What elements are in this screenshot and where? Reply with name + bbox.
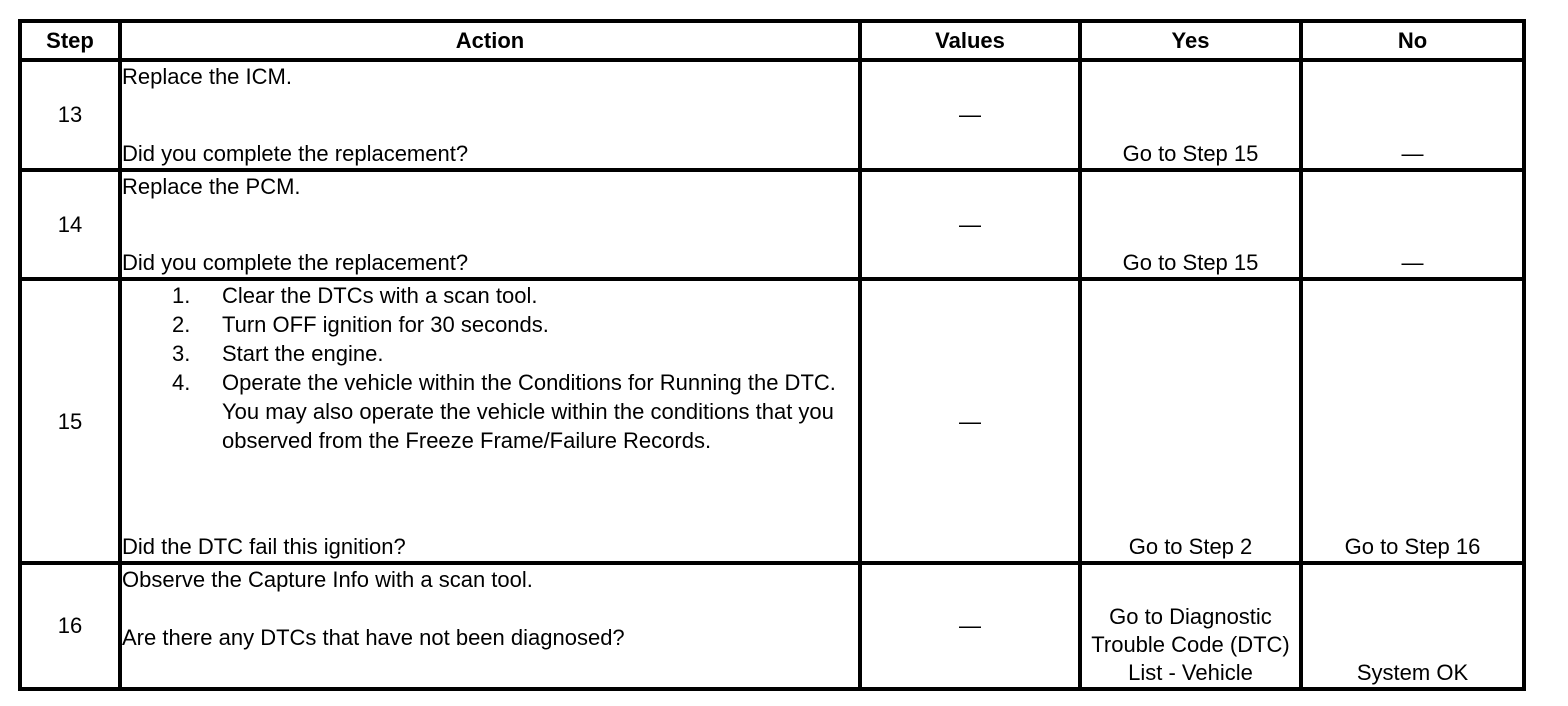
values-cell: —	[860, 60, 1080, 170]
action-text: Observe the Capture Info with a scan tool.	[122, 566, 533, 592]
values-cell: —	[860, 563, 1080, 689]
step-number: 16	[20, 563, 120, 689]
no-cell: Go to Step 16	[1301, 279, 1524, 563]
table-row	[20, 60, 1524, 170]
table-row	[20, 563, 1524, 689]
substep-number: 4.	[172, 370, 191, 396]
table-row	[20, 279, 1524, 563]
header-step: Step	[20, 21, 120, 60]
action-cell	[120, 563, 860, 689]
values-cell: —	[860, 279, 1080, 563]
diagnostic-table	[18, 19, 1526, 691]
action-text: Replace the PCM.	[122, 173, 301, 199]
header-action: Action	[120, 21, 860, 60]
header-values: Values	[860, 21, 1080, 60]
action-question: Did the DTC fail this ignition?	[122, 533, 406, 559]
action-cell	[120, 279, 860, 563]
list-item	[122, 339, 858, 368]
substep-text: Start the engine.	[222, 341, 384, 367]
header-row	[20, 21, 1524, 60]
substep-list	[122, 281, 858, 455]
action-question: Did you complete the replacement?	[122, 140, 469, 166]
action-question: Did you complete the replacement?	[122, 250, 469, 276]
list-item	[122, 310, 858, 339]
substep-text: Clear the DTCs with a scan tool.	[222, 283, 538, 309]
step-number: 14	[20, 170, 120, 280]
values-cell: —	[860, 170, 1080, 280]
list-item	[122, 281, 858, 310]
yes-cell: Go to Step 2	[1080, 279, 1301, 563]
substep-number: 2.	[172, 312, 191, 338]
action-text: Replace the ICM.	[122, 64, 292, 89]
yes-cell: Go to Diagnostic Trouble Code (DTC) List - Vehicle	[1080, 563, 1301, 689]
no-cell: —	[1301, 170, 1524, 280]
no-cell: System OK	[1301, 563, 1524, 689]
no-cell: —	[1301, 60, 1524, 170]
step-number: 13	[20, 60, 120, 170]
action-question: Are there any DTCs that have not been diagnosed?	[122, 624, 625, 650]
substep-text: Operate the vehicle within the Conditions for Running the DTC. You may also operate the vehicle within the conditions that you observed from the Freeze Frame/Failure Records.	[222, 370, 836, 454]
substep-number: 1.	[172, 283, 191, 309]
list-item	[122, 368, 858, 455]
yes-cell: Go to Step 15	[1080, 60, 1301, 170]
substep-number: 3.	[172, 341, 191, 367]
yes-cell: Go to Step 15	[1080, 170, 1301, 280]
table-row	[20, 170, 1524, 280]
action-cell	[120, 60, 860, 170]
step-number: 15	[20, 279, 120, 563]
header-yes: Yes	[1080, 21, 1301, 60]
header-no: No	[1301, 21, 1524, 60]
action-cell	[120, 170, 860, 280]
substep-text: Turn OFF ignition for 30 seconds.	[222, 312, 549, 338]
